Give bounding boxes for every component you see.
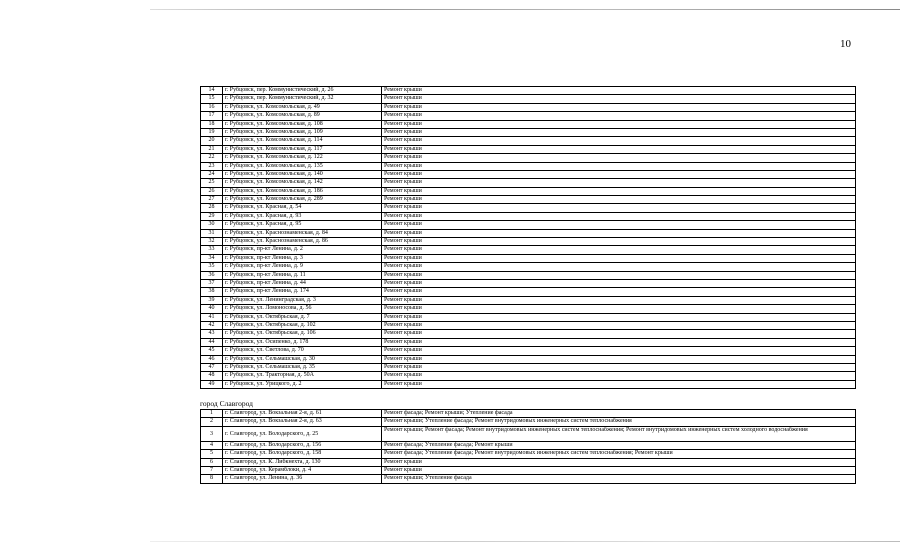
- row-number: 20: [201, 137, 223, 145]
- row-work-type: Ремонт крыши: [382, 196, 856, 204]
- row-address: г. Рубцовск, пр-кт Ленина, д. 174: [223, 288, 382, 296]
- row-address: г. Славгород, ул. К. Либкнехта, д. 130: [223, 458, 382, 466]
- row-number: 45: [201, 347, 223, 355]
- row-work-type: Ремонт крыши: [382, 145, 856, 153]
- row-number: 35: [201, 263, 223, 271]
- row-number: 44: [201, 338, 223, 346]
- row-work-type: Ремонт фасада; Утепление фасада; Ремонт внутридомовых инженерных систем теплоснабжения; Ремонт крыши: [382, 450, 856, 458]
- row-work-type: Ремонт фасада; Ремонт крыши; Утепление фасада: [382, 410, 856, 418]
- table-row: [201, 296, 856, 304]
- table-row: [201, 410, 856, 418]
- table-row: [201, 305, 856, 313]
- row-number: 4: [201, 441, 223, 449]
- row-address: г. Рубцовск, ул. Красная, д. 93: [223, 212, 382, 220]
- row-number: 28: [201, 204, 223, 212]
- table-row: [201, 347, 856, 355]
- row-address: г. Славгород, ул. Керамблоки, д. 4: [223, 466, 382, 474]
- row-number: 1: [201, 410, 223, 418]
- row-number: 39: [201, 296, 223, 304]
- row-work-type: Ремонт крыши: [382, 179, 856, 187]
- row-work-type: Ремонт крыши: [382, 87, 856, 95]
- row-address: г. Рубцовск, ул. Сельмашская, д. 30: [223, 355, 382, 363]
- row-work-type: Ремонт крыши: [382, 271, 856, 279]
- table-row: [201, 238, 856, 246]
- table-row: [201, 187, 856, 195]
- row-number: 5: [201, 450, 223, 458]
- row-work-type: Ремонт крыши: [382, 330, 856, 338]
- row-work-type: Ремонт крыши: [382, 321, 856, 329]
- scan-edge-bottom: [150, 541, 900, 542]
- row-address: г. Рубцовск, пр-кт Ленина, д. 2: [223, 246, 382, 254]
- row-address: г. Рубцовск, пр-кт Ленина, д. 9: [223, 263, 382, 271]
- row-number: 26: [201, 187, 223, 195]
- row-address: г. Рубцовск, пер. Коммунистический, д. 32: [223, 95, 382, 103]
- row-number: 49: [201, 380, 223, 388]
- row-address: г. Рубцовск, ул. Осипенко, д. 178: [223, 338, 382, 346]
- row-number: 31: [201, 229, 223, 237]
- row-number: 7: [201, 466, 223, 474]
- row-address: г. Рубцовск, ул. Красная, д. 54: [223, 204, 382, 212]
- table-row: [201, 418, 856, 426]
- table-row: [201, 229, 856, 237]
- row-number: 37: [201, 279, 223, 287]
- row-number: 15: [201, 95, 223, 103]
- table-row: [201, 246, 856, 254]
- row-number: 38: [201, 288, 223, 296]
- table-row: [201, 170, 856, 178]
- table-row: [201, 145, 856, 153]
- table-row: [201, 112, 856, 120]
- row-number: 14: [201, 87, 223, 95]
- row-number: 34: [201, 254, 223, 262]
- row-work-type: Ремонт крыши: [382, 120, 856, 128]
- table-row: [201, 288, 856, 296]
- row-number: 33: [201, 246, 223, 254]
- row-work-type: Ремонт крыши; Утепление фасада; Ремонт внутридомовых инженерных систем теплоснабжения: [382, 418, 856, 426]
- row-address: г. Рубцовск, ул. Тракторная, д. 50А: [223, 372, 382, 380]
- row-work-type: Ремонт крыши: [382, 347, 856, 355]
- row-work-type: Ремонт фасада; Утепление фасада; Ремонт крыши: [382, 441, 856, 449]
- table-row: [201, 475, 856, 483]
- row-work-type: Ремонт крыши: [382, 212, 856, 220]
- row-work-type: Ремонт крыши: [382, 288, 856, 296]
- table-row: [201, 363, 856, 371]
- row-address: г. Рубцовск, пер. Коммунистический, д. 26: [223, 87, 382, 95]
- table-row: [201, 254, 856, 262]
- table-row: [201, 355, 856, 363]
- table-row: [201, 279, 856, 287]
- row-number: 43: [201, 330, 223, 338]
- row-number: 36: [201, 271, 223, 279]
- row-address: г. Рубцовск, ул. Комсомольская, д. 140: [223, 170, 382, 178]
- row-address: г. Рубцовск, пр-кт Ленина, д. 3: [223, 254, 382, 262]
- row-number: 29: [201, 212, 223, 220]
- table-row: [201, 154, 856, 162]
- row-address: г. Славгород, ул. Вокзальная 2-я, д. 61: [223, 410, 382, 418]
- row-address: г. Славгород, ул. Вокзальная 2-я, д. 63: [223, 418, 382, 426]
- table-row: [201, 372, 856, 380]
- row-number: 23: [201, 162, 223, 170]
- row-number: 42: [201, 321, 223, 329]
- row-work-type: Ремонт крыши: [382, 263, 856, 271]
- table-row: [201, 204, 856, 212]
- row-address: г. Рубцовск, ул. Комсомольская, д. 135: [223, 162, 382, 170]
- table-row: [201, 313, 856, 321]
- row-address: г. Рубцовск, ул. Комсомольская, д. 289: [223, 196, 382, 204]
- row-number: 25: [201, 179, 223, 187]
- row-address: г. Рубцовск, ул. Комсомольская, д. 108: [223, 120, 382, 128]
- row-number: 32: [201, 238, 223, 246]
- table-row: [201, 212, 856, 220]
- row-work-type: Ремонт крыши: [382, 254, 856, 262]
- table-row: [201, 458, 856, 466]
- row-address: г. Славгород, ул. Володарского, д. 158: [223, 450, 382, 458]
- table-row: [201, 137, 856, 145]
- row-address: г. Рубцовск, ул. Красная, д. 95: [223, 221, 382, 229]
- table-row: [201, 162, 856, 170]
- row-work-type: Ремонт крыши: [382, 221, 856, 229]
- section-heading-slavgorod: город Славгород: [200, 399, 253, 408]
- row-number: 48: [201, 372, 223, 380]
- row-work-type: Ремонт крыши: [382, 246, 856, 254]
- row-address: г. Рубцовск, ул. Октябрьская, д. 7: [223, 313, 382, 321]
- row-address: г. Рубцовск, ул. Комсомольская, д. 109: [223, 128, 382, 136]
- table-row: [201, 95, 856, 103]
- row-address: г. Славгород, ул. Володарского, д. 156: [223, 441, 382, 449]
- row-work-type: Ремонт крыши: [382, 229, 856, 237]
- row-work-type: Ремонт крыши: [382, 128, 856, 136]
- row-number: 3: [201, 426, 223, 441]
- row-work-type: Ремонт крыши: [382, 279, 856, 287]
- table-row: [201, 466, 856, 474]
- table-row: [201, 441, 856, 449]
- row-number: 6: [201, 458, 223, 466]
- table-row: [201, 128, 856, 136]
- row-address: г. Рубцовск, ул. Октябрьская, д. 106: [223, 330, 382, 338]
- row-work-type: Ремонт крыши: [382, 355, 856, 363]
- table-row: [201, 196, 856, 204]
- table-row: [201, 450, 856, 458]
- slavgorod-table: [200, 409, 856, 484]
- row-address: г. Славгород, ул. Володарского, д. 25: [223, 426, 382, 441]
- row-work-type: Ремонт крыши: [382, 137, 856, 145]
- row-work-type: Ремонт крыши: [382, 103, 856, 111]
- row-work-type: Ремонт крыши: [382, 305, 856, 313]
- table-row: [201, 103, 856, 111]
- table-row: [201, 271, 856, 279]
- row-work-type: Ремонт крыши; Ремонт фасада; Ремонт внутридомовых инженерных систем теплоснабжения; Ремонт внутридомовых инженерных систем холодного водоснабжения: [382, 426, 856, 441]
- table-row: [201, 338, 856, 346]
- row-address: г. Рубцовск, ул. Комсомольская, д. 89: [223, 112, 382, 120]
- row-number: 2: [201, 418, 223, 426]
- row-address: г. Рубцовск, ул. Краснознаменская, д. 86: [223, 238, 382, 246]
- row-work-type: Ремонт крыши: [382, 466, 856, 474]
- row-work-type: Ремонт крыши: [382, 204, 856, 212]
- row-work-type: Ремонт крыши: [382, 296, 856, 304]
- row-number: 18: [201, 120, 223, 128]
- row-address: г. Рубцовск, пр-кт Ленина, д. 11: [223, 271, 382, 279]
- row-number: 40: [201, 305, 223, 313]
- row-number: 21: [201, 145, 223, 153]
- rubtsovsk-table: [200, 86, 856, 389]
- row-work-type: Ремонт крыши: [382, 170, 856, 178]
- row-work-type: Ремонт крыши: [382, 162, 856, 170]
- row-address: г. Рубцовск, ул. Сельмашская, д. 35: [223, 363, 382, 371]
- row-work-type: Ремонт крыши: [382, 458, 856, 466]
- row-address: г. Рубцовск, ул. Комсомольская, д. 186: [223, 187, 382, 195]
- table-row: [201, 380, 856, 388]
- table-row: [201, 426, 856, 441]
- row-number: 8: [201, 475, 223, 483]
- row-number: 19: [201, 128, 223, 136]
- row-address: г. Рубцовск, ул. Комсомольская, д. 117: [223, 145, 382, 153]
- table-row: [201, 179, 856, 187]
- row-address: г. Рубцовск, пр-кт Ленина, д. 44: [223, 279, 382, 287]
- row-address: г. Рубцовск, ул. Комсомольская, д. 122: [223, 154, 382, 162]
- table-row: [201, 87, 856, 95]
- scan-edge-top: [150, 9, 900, 10]
- row-work-type: Ремонт крыши: [382, 154, 856, 162]
- row-address: г. Рубцовск, ул. Краснознаменская, д. 84: [223, 229, 382, 237]
- row-work-type: Ремонт крыши: [382, 380, 856, 388]
- row-number: 47: [201, 363, 223, 371]
- row-work-type: Ремонт крыши: [382, 238, 856, 246]
- row-number: 27: [201, 196, 223, 204]
- table-row: [201, 330, 856, 338]
- row-work-type: Ремонт крыши: [382, 363, 856, 371]
- row-number: 46: [201, 355, 223, 363]
- row-address: г. Рубцовск, ул. Ломоносова, д. 56: [223, 305, 382, 313]
- row-number: 22: [201, 154, 223, 162]
- row-work-type: Ремонт крыши: [382, 95, 856, 103]
- row-address: г. Рубцовск, ул. Светлова, д. 70: [223, 347, 382, 355]
- row-work-type: Ремонт крыши: [382, 187, 856, 195]
- page-number: 10: [840, 38, 851, 50]
- row-number: 17: [201, 112, 223, 120]
- row-address: г. Славгород, ул. Ленина, д. 36: [223, 475, 382, 483]
- row-number: 41: [201, 313, 223, 321]
- row-work-type: Ремонт крыши: [382, 372, 856, 380]
- table-row: [201, 263, 856, 271]
- row-address: г. Рубцовск, ул. Комсомольская, д. 49: [223, 103, 382, 111]
- row-address: г. Рубцовск, ул. Октябрьская, д. 102: [223, 321, 382, 329]
- row-address: г. Рубцовск, ул. Урицкого, д. 2: [223, 380, 382, 388]
- row-number: 24: [201, 170, 223, 178]
- row-work-type: Ремонт крыши: [382, 338, 856, 346]
- row-work-type: Ремонт крыши: [382, 313, 856, 321]
- row-work-type: Ремонт крыши; Утепление фасада: [382, 475, 856, 483]
- row-address: г. Рубцовск, ул. Комсомольская, д. 142: [223, 179, 382, 187]
- row-address: г. Рубцовск, ул. Комсомольская, д. 114: [223, 137, 382, 145]
- row-number: 30: [201, 221, 223, 229]
- table-row: [201, 221, 856, 229]
- row-work-type: Ремонт крыши: [382, 112, 856, 120]
- row-number: 16: [201, 103, 223, 111]
- table-row: [201, 120, 856, 128]
- row-address: г. Рубцовск, ул. Ленинградская, д. 3: [223, 296, 382, 304]
- table-row: [201, 321, 856, 329]
